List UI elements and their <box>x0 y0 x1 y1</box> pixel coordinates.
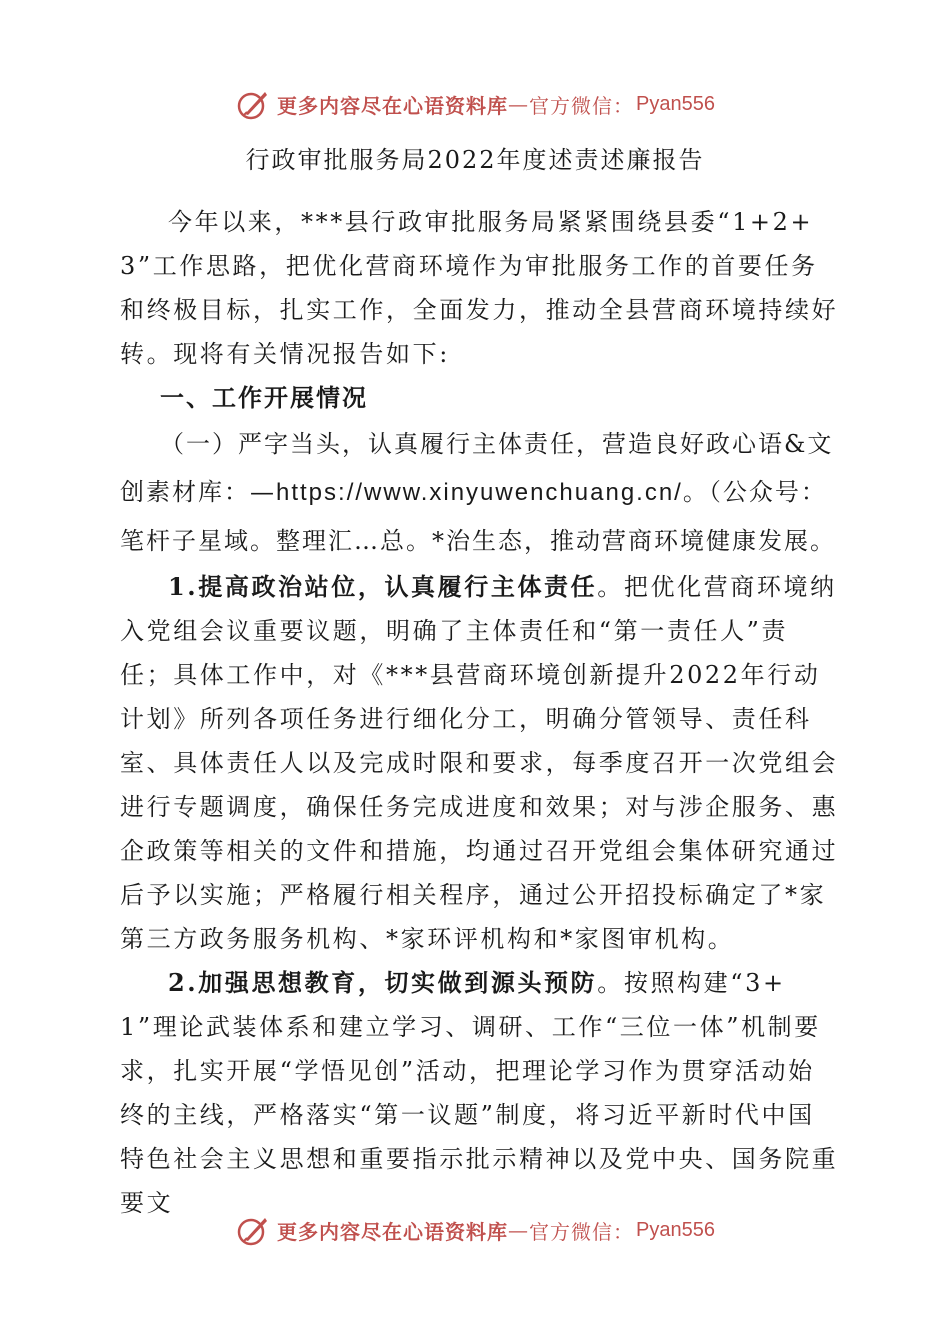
item2-text: 。按照构建“3+1”理论武装体系和建立学习、调研、工作“三位一体”机制要求，扎实开展“学悟见创”活动，把理论学习作为贯穿活动始终的主线，严格落实“第一议题”制度，将习近平新时代中国特色社会主义思想和重要指示批示精神以及党中央、国务院重要文 <box>120 969 839 1217</box>
intro-paragraph: 今年以来，***县行政审批服务局紧紧围绕县委“1+2+3”工作思路，把优化营商环境作为审批服务工作的首要任务和终极目标，扎实工作，全面发力，推动全县营商环境持续好转。现将有关情况报告如下: <box>120 208 839 368</box>
item2-paragraph <box>120 961 840 1225</box>
banner-main-text: 更多内容尽在心语资料库 <box>277 93 509 118</box>
quill-logo-icon <box>235 1212 271 1248</box>
banner-wechat-id: Pyan556 <box>636 92 715 115</box>
section-heading: 一、工作开展情况 <box>160 383 368 412</box>
item1-paragraph <box>120 565 840 961</box>
item1-text: 。把优化营商环境纳入党组会议重要议题，明确了主体责任和“第一责任人”责任；具体工作中，对《***县营商环境创新提升2022年行动计划》所列各项任务进行细化分工，明确分管领导、责任科室、具体责任人以及完成时限和要求，每季度召开一次党组会进行专题调度，确保任务完成进度和效果；对与涉企服务、惠企政策等相关的文件和措施，均通过召开党组会集体研究通过后予以实施；严格履行相关程序，通过公开招投标确定了*家第三方政务服务机构、*家环评机构和*家图审机构。 <box>120 573 839 953</box>
banner-wechat-id: Pyan556 <box>636 1218 715 1241</box>
document-body <box>120 200 840 1225</box>
banner-dash: — <box>508 1218 530 1242</box>
subsection-heading <box>120 420 840 565</box>
banner-main-text: 更多内容尽在心语资料库 <box>277 1219 509 1244</box>
footer-watermark-banner <box>0 1210 950 1250</box>
banner-dash: — <box>508 92 530 116</box>
subsection-text-b: 。（公众号：笔杆子星域。整理汇…总。*治生态，推动营商环境健康发展。 <box>120 478 836 555</box>
subsection-text-a: （一）严字当头，认真履行主体责任，营造良好政心语&文创素材库：— <box>120 430 834 506</box>
quill-logo-icon <box>235 86 271 122</box>
subsection-url-link[interactable]: https://www.xinyuwenchuang.cn/ <box>276 479 683 506</box>
item1-bold-lead: 1.提高政治站位，认真履行主体责任 <box>168 572 598 601</box>
header-watermark-banner <box>0 84 950 124</box>
item2-bold-lead: 2.加强思想教育，切实做到源头预防 <box>168 968 598 997</box>
document-title: 行政审批服务局2022年度述责述廉报告 <box>245 146 705 174</box>
banner-sub-text: 官方微信： <box>529 93 635 118</box>
banner-sub-text: 官方微信： <box>529 1219 635 1244</box>
